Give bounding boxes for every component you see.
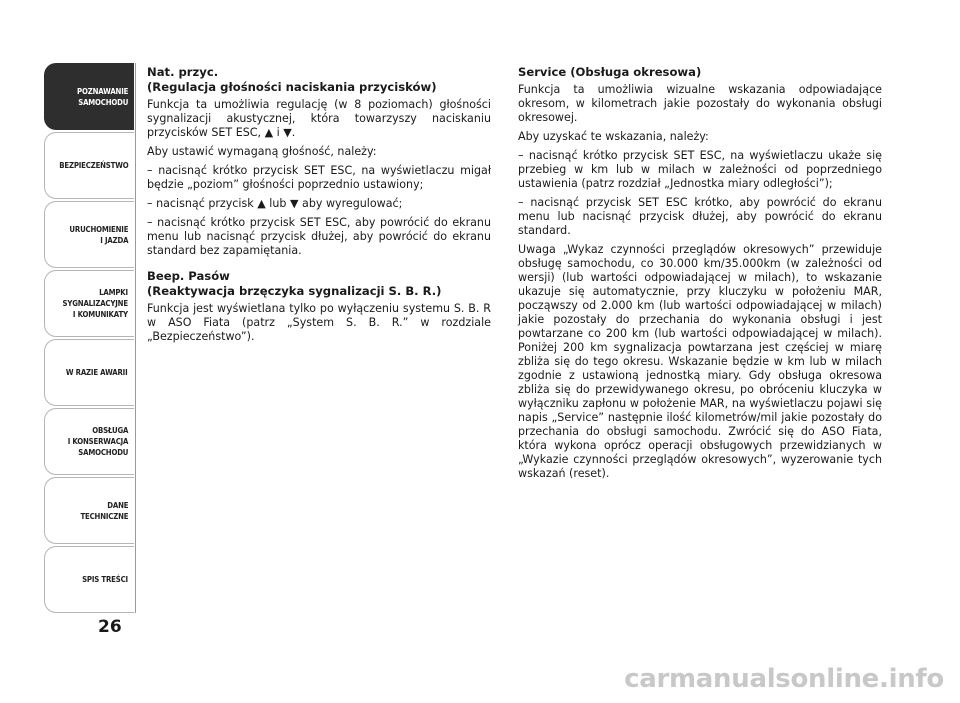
paragraph: – nacisnąć przycisk ▲ lub ▼ aby wyregulować; [147, 197, 403, 210]
section-heading [147, 269, 491, 299]
watermark: carmanualsonline.info [624, 664, 944, 694]
heading-line: (Reaktywacja brzęczyka sygnalizacji S. B. R.) [147, 284, 442, 298]
left-column [147, 65, 491, 349]
paragraph: Aby ustawić wymaganą głośność, należy: [147, 145, 377, 158]
tab-dane-techniczne[interactable] [44, 477, 134, 544]
tab-label: SPIS TREŚCI [82, 574, 128, 584]
section-heading [147, 65, 491, 95]
paragraph: Funkcja ta umożliwia regulację (w 8 poziomach) głośności sygnalizacji akustycznej, która towarzyszy naciskaniu przycisków SET ESC, ▲ i ▼. [147, 98, 491, 139]
tab-label: URUCHOMIENIE I JAZDA [69, 223, 128, 245]
page-number: 26 [98, 617, 122, 637]
right-column [518, 65, 882, 486]
section-heading: Service (Obsługa okresowa) [518, 65, 702, 79]
tab-uruchomienie-i-jazda[interactable] [44, 201, 134, 268]
tab-lampki-sygnalizacyjne[interactable] [44, 270, 134, 337]
paragraph: Aby uzyskać te wskazania, należy: [518, 130, 709, 143]
tab-label: LAMPKI SYGNALIZACYJNE I KOMUNIKATY [62, 287, 128, 319]
paragraph: Funkcja jest wyświetlana tylko po wyłączeniu systemu S. B. R w ASO Fiata (patrz „System S. B. R.” w rozdziale „Bezpieczeństwo”). [147, 302, 491, 343]
tab-poznawanie-samochodu[interactable] [44, 63, 134, 130]
tab-label: DANE TECHNICZNE [80, 499, 128, 521]
paragraph: Uwaga „Wykaz czynności przeglądów okresowych” przewiduje obsługę samochodu, co 30.000 km/35.000km (w zależności od wersji) (lub wartości odpowiadającej w milach), to wskazanie ukazuje się automatycznie, przy kluczyku w położeniu MAR, począwszy od 2.000 km (lub wartości odpowiadającej w milach) jakie pozostały do przechania do wykonania obsługi i jest powtarzane co 200 km (lub wartości odpowiadającej w milach). Poniżej 200 km sygnalizacja powtarzana jest częściej w miarę zbliża się do tego okresu. Wskazanie będzie w km lub w milach zgodnie z ustawioną jednostką miary. Gdy obsługa okresowa zbliża się do przewidywanego okresu, po obróceniu kluczyka w wyłączniku zapłonu w położenie MAR, na wyświetlaczu pojawi się napis „Service” następnie ilość kilometrów/mil jakie pozostały do przechania do obsługi samochodu. Zwrócić się do ASO Fiata, która wykona oprócz operacji obsługowych przewidzianych w „Wykazie czynności przeglądów okresowych”, wyzerowanie tych wskazań (reset). [518, 243, 882, 480]
tab-bezpieczenstwo[interactable] [44, 132, 134, 199]
tab-label: OBSŁUGA I KONSERWACJA SAMOCHODU [67, 425, 128, 457]
heading-line: Beep. Pasów [147, 269, 230, 283]
paragraph: – nacisnąć krótko przycisk SET ESC, na wyświetlaczu ukaże się przebieg w km lub w milach w zależności od poprzedniego ustawienia (patrz rozdział „Jednostka miary odległości”); [518, 149, 882, 190]
paragraph: – nacisnąć krótko przycisk SET ESC, aby powrócić do ekranu menu lub nacisnąć przycisk dłużej, aby powrócić do ekranu standard bez zapamiętania. [147, 216, 491, 257]
section-beep-pasow [147, 269, 491, 344]
paragraph: – nacisnąć przycisk SET ESC krótko, aby powrócić do ekranu menu lub nacisnąć przycisk dłużej, aby powrócić do ekranu standard. [518, 196, 882, 237]
paragraph: Funkcja ta umożliwia wizualne wskazania odpowiadające okresom, w kilometrach jakie pozostały do wykonania obsługi okresowej. [518, 83, 882, 124]
tab-w-razie-awarii[interactable] [44, 339, 134, 406]
heading-line: (Regulacja głośności naciskania przycisków) [147, 80, 437, 94]
paragraph: – nacisnąć krótko przycisk SET ESC, na wyświetlaczu migał będzie „poziom” głośności poprzednio ustawiony; [147, 164, 491, 191]
section-nat-przyc [147, 65, 491, 258]
tab-label: W RAZIE AWARII [66, 367, 128, 377]
tab-spis-tresci[interactable] [44, 546, 134, 613]
tab-obsluga-i-konserwacja[interactable] [44, 408, 134, 475]
heading-line: Nat. przyc. [147, 65, 219, 79]
section-service [518, 65, 882, 481]
chapter-tabs [44, 63, 136, 613]
tab-label: POZNAWANIE SAMOCHODU [76, 85, 128, 107]
tab-label: BEZPIECZEŃSTWO [58, 160, 128, 170]
